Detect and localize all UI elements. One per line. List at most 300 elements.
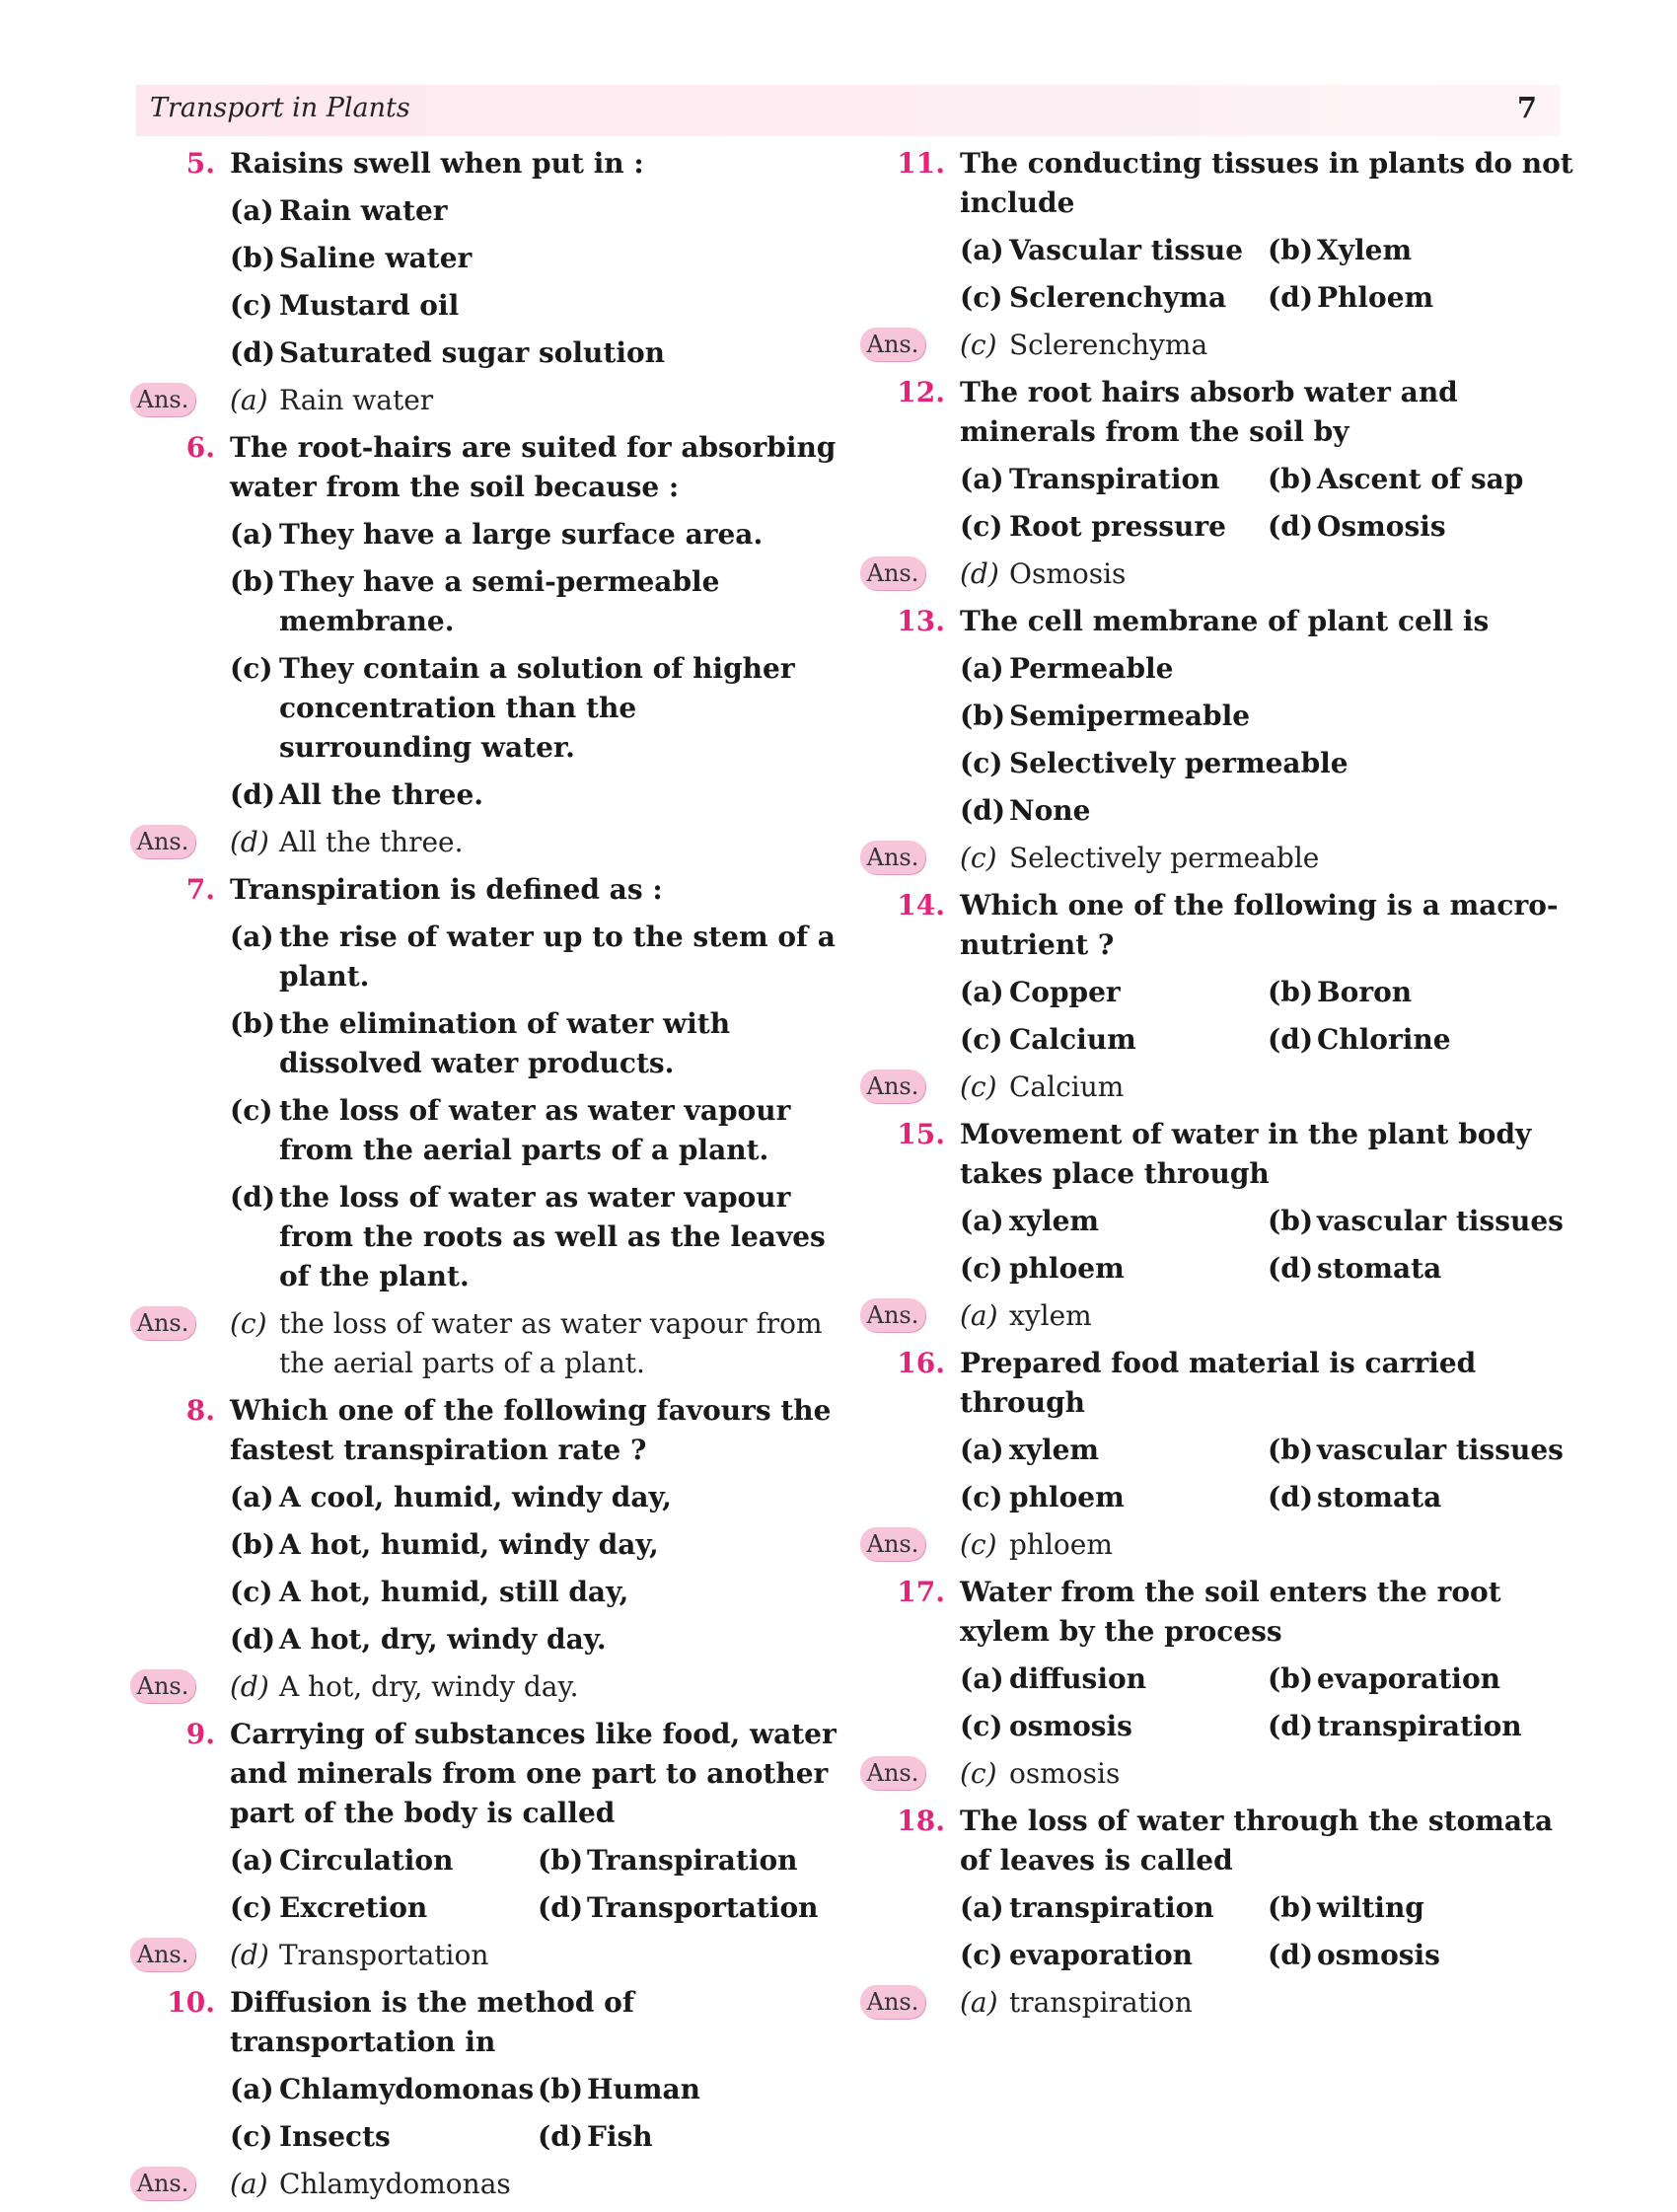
question-block bbox=[138, 1391, 838, 1707]
option bbox=[230, 191, 838, 231]
question bbox=[868, 886, 1578, 965]
answer-body bbox=[230, 1304, 838, 1383]
answer-label: (c) bbox=[960, 842, 997, 874]
option-label: (a) bbox=[960, 1205, 1004, 1237]
option bbox=[230, 775, 838, 815]
answer bbox=[138, 823, 838, 862]
question-number: 16. bbox=[897, 1347, 945, 1379]
question bbox=[138, 144, 838, 184]
question-number: 17. bbox=[897, 1576, 945, 1608]
option bbox=[230, 515, 838, 554]
option bbox=[1268, 1936, 1583, 1975]
options-list bbox=[138, 1478, 838, 1659]
question bbox=[868, 602, 1578, 641]
question-text: Carrying of substances like food, water and minerals from one part to another part of the body is called bbox=[230, 1718, 837, 1829]
option-text: Vascular tissue bbox=[1009, 234, 1244, 266]
option-text: phloem bbox=[1009, 1481, 1125, 1513]
option-label: (d) bbox=[1268, 1710, 1314, 1742]
option-text: the loss of water as water vapour from the aerial parts of a plant. bbox=[279, 1094, 791, 1166]
option-text: Saline water bbox=[279, 242, 473, 274]
option-label: (a) bbox=[230, 518, 274, 551]
question bbox=[868, 1802, 1578, 1880]
answer-text: Rain water bbox=[279, 384, 434, 416]
question-number: 10. bbox=[167, 1986, 215, 2019]
answer-badge: Ans. bbox=[860, 841, 925, 874]
answer-text: Osmosis bbox=[1009, 557, 1127, 590]
option-text: Root pressure bbox=[1009, 510, 1226, 543]
question bbox=[868, 1573, 1578, 1652]
answer-body bbox=[960, 326, 1578, 365]
option bbox=[960, 649, 1578, 689]
answer-badge: Ans. bbox=[860, 328, 925, 361]
option-label: (b) bbox=[1268, 1662, 1314, 1695]
option bbox=[1268, 231, 1583, 270]
question-number: 14. bbox=[897, 889, 945, 922]
option bbox=[1268, 1431, 1583, 1470]
option-text: Permeable bbox=[1009, 652, 1174, 685]
option-text: transpiration bbox=[1317, 1710, 1522, 1742]
option-label: (c) bbox=[230, 1576, 273, 1608]
question-block bbox=[868, 144, 1578, 365]
option-text: Mustard oil bbox=[279, 289, 460, 322]
option-text: Boron bbox=[1317, 976, 1413, 1008]
answer-badge: Ans. bbox=[860, 1756, 925, 1790]
option-text: transpiration bbox=[1009, 1891, 1214, 1924]
options-grid bbox=[138, 2070, 838, 2157]
option-text: Transpiration bbox=[587, 1844, 798, 1877]
option-label: (a) bbox=[960, 1434, 1004, 1466]
option-label: (d) bbox=[538, 2120, 584, 2153]
option-label: (c) bbox=[230, 1891, 273, 1924]
option bbox=[960, 973, 1268, 1012]
question-block bbox=[868, 1573, 1578, 1794]
option-label: (a) bbox=[230, 2073, 274, 2105]
question bbox=[868, 1115, 1578, 1194]
answer-body bbox=[960, 1754, 1578, 1794]
answer-body bbox=[960, 1296, 1578, 1336]
option-label: (c) bbox=[960, 1710, 1003, 1742]
option-text: vascular tissues bbox=[1317, 1205, 1564, 1237]
question-number: 11. bbox=[897, 147, 945, 180]
option-text: phloem bbox=[1009, 1252, 1125, 1285]
answer-body bbox=[230, 1667, 838, 1707]
question bbox=[868, 144, 1578, 223]
answer-badge: Ans. bbox=[130, 825, 195, 858]
question-number: 9. bbox=[185, 1718, 215, 1750]
option bbox=[960, 1659, 1268, 1699]
option-label: (c) bbox=[960, 281, 1003, 314]
options-grid bbox=[868, 231, 1578, 318]
option-text: Osmosis bbox=[1317, 510, 1446, 543]
question-block bbox=[138, 870, 838, 1383]
option-label: (a) bbox=[960, 652, 1004, 685]
option bbox=[1268, 1888, 1583, 1928]
question-block bbox=[138, 1983, 838, 2204]
answer-text: phloem bbox=[1009, 1528, 1113, 1561]
question-number: 15. bbox=[897, 1118, 945, 1150]
answer-text: Calcium bbox=[1009, 1070, 1125, 1103]
question-text: Which one of the following favours the fastest transpiration rate ? bbox=[230, 1394, 832, 1466]
question-text: Movement of water in the plant body takes place through bbox=[960, 1118, 1532, 1190]
option-text: xylem bbox=[1009, 1205, 1100, 1237]
option-text: Selectively permeable bbox=[1009, 747, 1349, 779]
option bbox=[960, 278, 1268, 318]
answer-body bbox=[960, 839, 1578, 878]
option-text: Excretion bbox=[279, 1891, 428, 1924]
option-text: Xylem bbox=[1317, 234, 1413, 266]
option bbox=[1268, 507, 1583, 547]
answer-text: Sclerenchyma bbox=[1009, 329, 1208, 361]
option-label: (d) bbox=[1268, 1481, 1314, 1513]
option-text: Copper bbox=[1009, 976, 1121, 1008]
option-label: (b) bbox=[538, 2073, 584, 2105]
option-text: evaporation bbox=[1009, 1939, 1193, 1971]
options-grid bbox=[868, 1888, 1578, 1975]
option bbox=[230, 1091, 838, 1170]
option-label: (d) bbox=[1268, 281, 1314, 314]
question-block bbox=[868, 602, 1578, 878]
option bbox=[538, 2070, 853, 2109]
answer-body bbox=[230, 381, 838, 420]
option-text: They have a semi-permeable membrane. bbox=[279, 565, 720, 637]
option-text: Phloem bbox=[1317, 281, 1434, 314]
option-label: (b) bbox=[1268, 234, 1314, 266]
answer-badge: Ans. bbox=[130, 383, 195, 416]
option-text: They have a large surface area. bbox=[279, 518, 764, 551]
answer bbox=[868, 839, 1578, 878]
option bbox=[230, 649, 838, 768]
option-label: (d) bbox=[960, 794, 1006, 827]
question-number: 8. bbox=[185, 1394, 215, 1427]
option bbox=[960, 507, 1268, 547]
answer-label: (d) bbox=[230, 826, 269, 858]
option-label: (c) bbox=[960, 747, 1003, 779]
option-text: They contain a solution of higher concentration than the surrounding water. bbox=[279, 652, 795, 764]
option bbox=[1268, 1249, 1583, 1289]
option-text: Fish bbox=[587, 2120, 653, 2153]
option bbox=[230, 918, 838, 996]
option-label: (a) bbox=[960, 234, 1004, 266]
option-label: (c) bbox=[230, 1094, 273, 1127]
question bbox=[138, 870, 838, 910]
answer bbox=[868, 1754, 1578, 1794]
option-label: (c) bbox=[960, 1939, 1003, 1971]
option bbox=[1268, 1707, 1583, 1746]
option-text: Circulation bbox=[279, 1844, 454, 1877]
option-label: (a) bbox=[230, 1481, 274, 1513]
option-text: osmosis bbox=[1009, 1710, 1132, 1742]
question-block bbox=[868, 1344, 1578, 1565]
question-block bbox=[868, 373, 1578, 594]
option bbox=[960, 231, 1268, 270]
question-number: 13. bbox=[897, 605, 945, 637]
option-label: (a) bbox=[960, 1891, 1004, 1924]
option bbox=[960, 1249, 1268, 1289]
answer-label: (c) bbox=[960, 1757, 997, 1790]
option-label: (d) bbox=[1268, 510, 1314, 543]
answer-text: osmosis bbox=[1009, 1757, 1121, 1790]
option bbox=[1268, 1202, 1583, 1241]
options-list bbox=[138, 918, 838, 1296]
option-text: A hot, humid, windy day, bbox=[279, 1528, 659, 1561]
answer-label: (a) bbox=[960, 1299, 998, 1332]
option bbox=[230, 2070, 538, 2109]
option bbox=[960, 1707, 1268, 1746]
option-text: stomata bbox=[1317, 1481, 1442, 1513]
answer bbox=[868, 1068, 1578, 1107]
option-label: (b) bbox=[1268, 1434, 1314, 1466]
option-text: the elimination of water with dissolved water products. bbox=[279, 1007, 731, 1079]
answer-label: (c) bbox=[230, 1307, 267, 1340]
option-text: Transportation bbox=[587, 1891, 819, 1924]
answer bbox=[138, 1936, 838, 1975]
option-text: wilting bbox=[1317, 1891, 1424, 1924]
option-label: (c) bbox=[230, 2120, 273, 2153]
option-label: (d) bbox=[1268, 1023, 1314, 1056]
answer-text: Selectively permeable bbox=[1009, 842, 1320, 874]
answer-text: xylem bbox=[1009, 1299, 1092, 1332]
question-text: Transpiration is defined as : bbox=[230, 873, 663, 906]
option bbox=[538, 1888, 853, 1928]
option-text: the loss of water as water vapour from the roots as well as the leaves of the plant. bbox=[279, 1181, 826, 1292]
answer-body bbox=[230, 1936, 838, 1975]
question bbox=[138, 1715, 838, 1833]
question bbox=[868, 373, 1578, 452]
option bbox=[230, 2117, 538, 2157]
option-text: xylem bbox=[1009, 1434, 1100, 1466]
answer-body bbox=[230, 823, 838, 862]
option bbox=[960, 1478, 1268, 1517]
option-label: (d) bbox=[1268, 1252, 1314, 1285]
option bbox=[1268, 973, 1583, 1012]
option-text: Rain water bbox=[279, 194, 448, 227]
option-text: diffusion bbox=[1009, 1662, 1146, 1695]
option-label: (b) bbox=[1268, 1205, 1314, 1237]
answer-label: (c) bbox=[960, 329, 997, 361]
answer bbox=[868, 1983, 1578, 2023]
option-label: (d) bbox=[538, 1891, 584, 1924]
question-block bbox=[138, 1715, 838, 1975]
answer bbox=[868, 1296, 1578, 1336]
options-grid bbox=[138, 1841, 838, 1928]
answer-body bbox=[960, 1068, 1578, 1107]
option bbox=[230, 1841, 538, 1880]
answer-text: transpiration bbox=[1009, 1986, 1193, 2019]
option-text: Sclerenchyma bbox=[1009, 281, 1227, 314]
option-text: All the three. bbox=[279, 778, 484, 811]
question-text: Water from the soil enters the root xylem by the process bbox=[960, 1576, 1501, 1648]
option-label: (a) bbox=[230, 194, 274, 227]
question-block bbox=[138, 428, 838, 862]
option-text: stomata bbox=[1317, 1252, 1442, 1285]
option bbox=[1268, 460, 1583, 499]
answer bbox=[868, 554, 1578, 594]
question-text: Diffusion is the method of transportation in bbox=[230, 1986, 634, 2058]
option-text: A hot, dry, windy day. bbox=[279, 1623, 607, 1656]
option bbox=[1268, 1020, 1583, 1060]
question-text: Prepared food material is carried through bbox=[960, 1347, 1477, 1419]
option-text: Insects bbox=[279, 2120, 391, 2153]
option-text: Transpiration bbox=[1009, 463, 1220, 495]
question-number: 12. bbox=[897, 376, 945, 408]
answer bbox=[138, 1667, 838, 1707]
option-text: evaporation bbox=[1317, 1662, 1500, 1695]
option-label: (d) bbox=[230, 1181, 276, 1214]
answer-body bbox=[960, 1525, 1578, 1565]
option-text: Chlamydomonas bbox=[279, 2073, 535, 2105]
option-label: (b) bbox=[230, 1007, 276, 1040]
option bbox=[538, 2117, 853, 2157]
answer-body bbox=[230, 2165, 838, 2204]
option bbox=[230, 333, 838, 373]
options-grid bbox=[868, 460, 1578, 547]
option bbox=[960, 1431, 1268, 1470]
chapter-title: Transport in Plants bbox=[150, 93, 410, 123]
question-block bbox=[868, 1115, 1578, 1336]
question-block bbox=[868, 1802, 1578, 2023]
right-column bbox=[868, 144, 1578, 2030]
option-label: (a) bbox=[230, 921, 274, 953]
answer bbox=[868, 1525, 1578, 1565]
options-grid bbox=[868, 1659, 1578, 1746]
option-text: A hot, humid, still day, bbox=[279, 1576, 629, 1608]
option-label: (b) bbox=[230, 565, 276, 598]
option bbox=[538, 1841, 853, 1880]
answer-badge: Ans. bbox=[130, 1669, 195, 1703]
options-grid bbox=[868, 973, 1578, 1060]
answer-text: the loss of water as water vapour from the aerial parts of a plant. bbox=[279, 1307, 823, 1379]
option bbox=[960, 791, 1578, 831]
page-header bbox=[136, 85, 1561, 136]
answer-badge: Ans. bbox=[860, 556, 925, 590]
question bbox=[138, 428, 838, 507]
answer-label: (a) bbox=[960, 1986, 998, 2019]
page-number: 7 bbox=[1516, 91, 1537, 124]
answer-label: (c) bbox=[960, 1528, 997, 1561]
question bbox=[138, 1983, 838, 2062]
option-label: (b) bbox=[1268, 976, 1314, 1008]
option bbox=[960, 1936, 1268, 1975]
question-number: 6. bbox=[185, 431, 215, 464]
option bbox=[230, 286, 838, 326]
answer-badge: Ans. bbox=[860, 1985, 925, 2019]
left-column bbox=[138, 144, 838, 2212]
option-text: Semipermeable bbox=[1009, 700, 1251, 732]
option-text: None bbox=[1009, 794, 1091, 827]
option-label: (a) bbox=[960, 463, 1004, 495]
option-text: Saturated sugar solution bbox=[279, 336, 666, 369]
option-label: (c) bbox=[230, 289, 273, 322]
option-label: (d) bbox=[230, 778, 276, 811]
options-grid bbox=[868, 1431, 1578, 1517]
answer-label: (d) bbox=[230, 1670, 269, 1703]
answer-text: Chlamydomonas bbox=[279, 2168, 511, 2200]
question-text: The root-hairs are suited for absorbing water from the soil because : bbox=[230, 431, 837, 503]
question-text: The conducting tissues in plants do not include bbox=[960, 147, 1573, 219]
question-text: Raisins swell when put in : bbox=[230, 147, 644, 180]
option-text: Human bbox=[587, 2073, 700, 2105]
option-label: (c) bbox=[960, 1252, 1003, 1285]
answer-label: (c) bbox=[960, 1070, 997, 1103]
option-label: (a) bbox=[960, 976, 1004, 1008]
option bbox=[1268, 1659, 1583, 1699]
option-text: the rise of water up to the stem of a plant. bbox=[279, 921, 836, 993]
option bbox=[230, 1888, 538, 1928]
option-label: (c) bbox=[960, 1481, 1003, 1513]
option bbox=[230, 239, 838, 278]
question-text: The loss of water through the stomata of leaves is called bbox=[960, 1805, 1554, 1877]
question-text: Which one of the following is a macro-nutrient ? bbox=[960, 889, 1559, 961]
option-label: (b) bbox=[960, 700, 1006, 732]
option-label: (c) bbox=[960, 1023, 1003, 1056]
option-text: Ascent of sap bbox=[1317, 463, 1524, 495]
option-label: (d) bbox=[1268, 1939, 1314, 1971]
answer bbox=[868, 326, 1578, 365]
option-label: (d) bbox=[230, 336, 276, 369]
answer-label: (d) bbox=[230, 1939, 269, 1971]
option-label: (b) bbox=[230, 242, 276, 274]
option-text: osmosis bbox=[1317, 1939, 1440, 1971]
option-label: (c) bbox=[230, 652, 273, 685]
answer-label: (d) bbox=[960, 557, 999, 590]
answer-badge: Ans. bbox=[130, 1938, 195, 1971]
answer-badge: Ans. bbox=[860, 1527, 925, 1561]
option-label: (b) bbox=[1268, 1891, 1314, 1924]
options-list bbox=[138, 191, 838, 373]
option bbox=[230, 1178, 838, 1296]
answer-text: Transportation bbox=[279, 1939, 489, 1971]
option-label: (a) bbox=[230, 1844, 274, 1877]
answer bbox=[138, 2165, 838, 2204]
option bbox=[960, 744, 1578, 783]
answer-label: (a) bbox=[230, 2168, 268, 2200]
answer-text: A hot, dry, windy day. bbox=[279, 1670, 579, 1703]
options-list bbox=[868, 649, 1578, 831]
option bbox=[230, 562, 838, 641]
question-text: The cell membrane of plant cell is bbox=[960, 605, 1490, 637]
question-text: The root hairs absorb water and minerals from the soil by bbox=[960, 376, 1458, 448]
options-list bbox=[138, 515, 838, 815]
option-text: Chlorine bbox=[1317, 1023, 1451, 1056]
answer-badge: Ans. bbox=[860, 1069, 925, 1103]
option-text: Calcium bbox=[1009, 1023, 1136, 1056]
question-block bbox=[868, 886, 1578, 1107]
option bbox=[960, 460, 1268, 499]
question bbox=[138, 1391, 838, 1470]
option-label: (c) bbox=[960, 510, 1003, 543]
option-label: (b) bbox=[1268, 463, 1314, 495]
option-label: (a) bbox=[960, 1662, 1004, 1695]
option bbox=[1268, 1478, 1583, 1517]
option bbox=[960, 1020, 1268, 1060]
answer-body bbox=[960, 554, 1578, 594]
option bbox=[230, 1004, 838, 1083]
option-label: (b) bbox=[230, 1528, 276, 1561]
question bbox=[868, 1344, 1578, 1423]
option-text: A cool, humid, windy day, bbox=[279, 1481, 672, 1513]
answer-badge: Ans. bbox=[130, 2167, 195, 2200]
option bbox=[960, 1202, 1268, 1241]
option bbox=[230, 1478, 838, 1517]
option bbox=[1268, 278, 1583, 318]
option bbox=[960, 697, 1578, 736]
option bbox=[960, 1888, 1268, 1928]
answer bbox=[138, 381, 838, 420]
question-number: 18. bbox=[897, 1805, 945, 1837]
question-number: 5. bbox=[185, 147, 215, 180]
answer bbox=[138, 1304, 838, 1383]
option-text: vascular tissues bbox=[1317, 1434, 1564, 1466]
